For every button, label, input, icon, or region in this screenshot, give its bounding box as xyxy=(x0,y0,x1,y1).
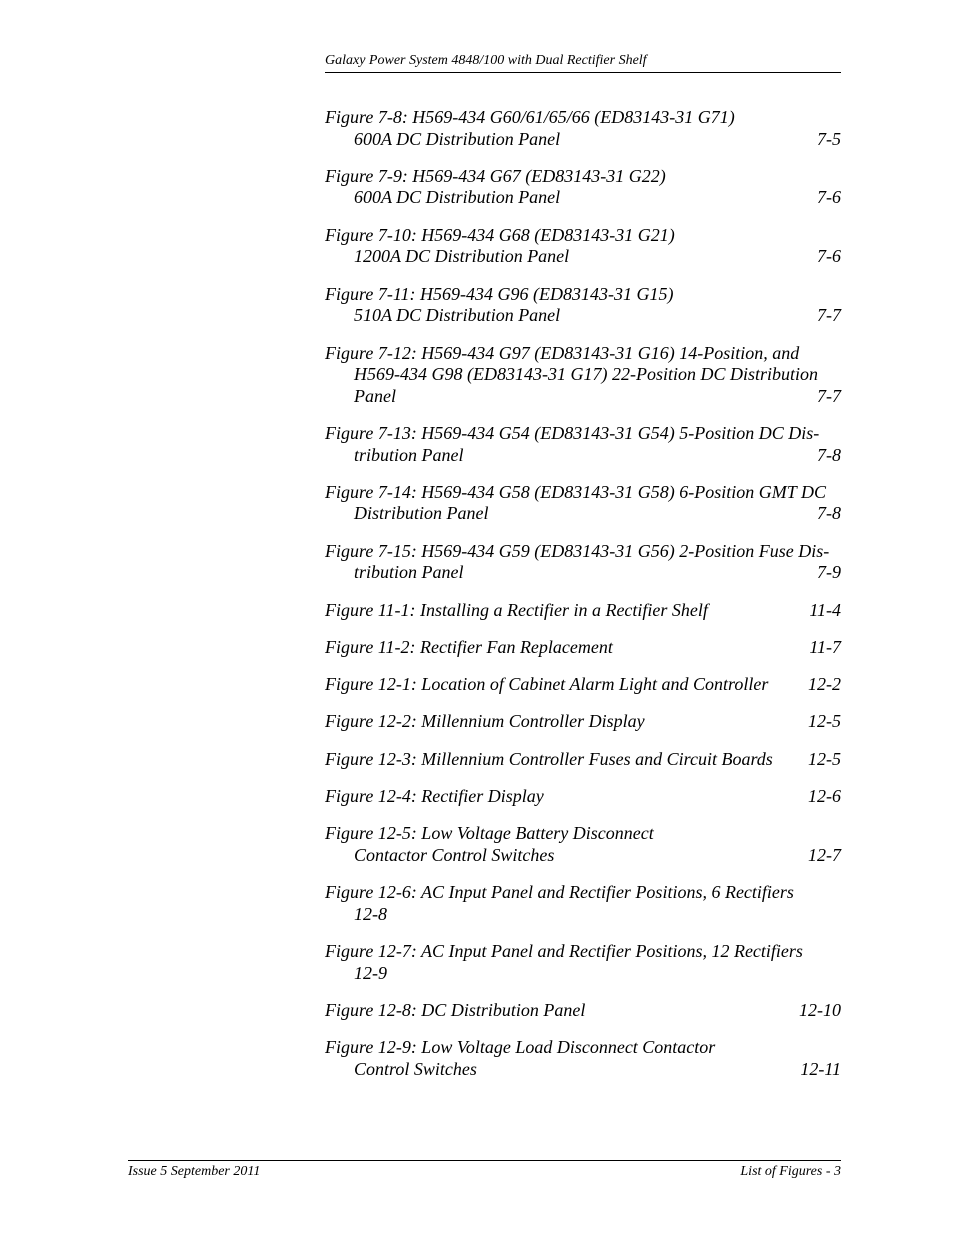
toc-entry[interactable] xyxy=(325,107,841,150)
toc-entry[interactable] xyxy=(325,749,841,771)
entry-page-number: 7-8 xyxy=(817,503,841,524)
toc-entry[interactable] xyxy=(325,541,841,584)
toc-entry[interactable] xyxy=(325,482,841,525)
entry-caption-line: 1200A DC Distribution Panel xyxy=(354,246,570,267)
toc-entry[interactable] xyxy=(325,1000,841,1022)
entry-page-number: 12-10 xyxy=(799,999,841,1020)
entry-page-number: 12-7 xyxy=(808,844,841,865)
toc-entry[interactable] xyxy=(325,882,841,925)
entry-page-number: 12-8 xyxy=(354,903,387,924)
entry-caption-line: Figure 12-9: Low Voltage Load Disconnect Contactor xyxy=(325,1037,716,1058)
entry-caption-line: H569-434 G98 (ED83143-31 G17) 22-Position DC Distribution xyxy=(354,364,818,385)
entry-caption-line: Figure 12-5: Low Voltage Battery Disconnect xyxy=(325,823,654,844)
entry-caption-line: Figure 12-6: AC Input Panel and Rectifier Positions, 6 Rectifiers xyxy=(325,882,794,903)
entry-caption-line: Control Switches xyxy=(354,1058,477,1079)
running-header: Galaxy Power System 4848/100 with Dual Rectifier Shelf xyxy=(325,53,647,68)
entry-caption-line: Figure 7-14: H569-434 G58 (ED83143-31 G58) 6-Position GMT DC xyxy=(325,481,826,502)
entry-page-number: 7-9 xyxy=(817,562,841,583)
toc-entry[interactable] xyxy=(325,343,841,408)
entry-caption-line: Figure 12-3: Millennium Controller Fuses and Circuit Boards xyxy=(325,748,773,769)
entry-caption-line: Figure 7-11: H569-434 G96 (ED83143-31 G15) xyxy=(325,283,674,304)
toc-entry[interactable] xyxy=(325,423,841,466)
entry-page-number: 7-5 xyxy=(817,128,841,149)
entry-page-number: 7-7 xyxy=(817,385,841,406)
entry-page-number: 11-7 xyxy=(809,636,841,657)
toc-entry[interactable] xyxy=(325,225,841,268)
entry-caption-line: Figure 7-10: H569-434 G68 (ED83143-31 G21) xyxy=(325,224,675,245)
entry-caption-line: Figure 12-8: DC Distribution Panel xyxy=(325,999,586,1020)
entry-caption-line: Figure 12-1: Location of Cabinet Alarm Light and Controller xyxy=(325,674,769,695)
entry-page-number: 12-2 xyxy=(808,674,841,695)
entry-page-number: 7-6 xyxy=(817,187,841,208)
entry-caption-line: Figure 12-2: Millennium Controller Display xyxy=(325,711,645,732)
toc-entry[interactable] xyxy=(325,674,841,696)
entry-page-number: 12-5 xyxy=(808,748,841,769)
entry-caption-line: 600A DC Distribution Panel xyxy=(354,187,561,208)
toc-entry[interactable] xyxy=(325,637,841,659)
toc-entry[interactable] xyxy=(325,1037,841,1080)
entry-caption-line: tribution Panel xyxy=(354,562,464,583)
figure-list xyxy=(325,107,841,1096)
entry-caption-line: Figure 12-4: Rectifier Display xyxy=(325,786,544,806)
entry-page-number: 12-9 xyxy=(354,962,387,983)
toc-entry[interactable] xyxy=(325,711,841,733)
toc-entry[interactable] xyxy=(325,786,841,808)
entry-caption-line: Figure 7-8: H569-434 G60/61/65/66 (ED83143-31 G71) xyxy=(325,107,735,127)
entry-caption-line: 510A DC Distribution Panel xyxy=(354,305,561,326)
entry-caption-line: Figure 7-15: H569-434 G59 (ED83143-31 G56) 2-Position Fuse Dis- xyxy=(325,540,830,561)
entry-caption-line: Figure 12-7: AC Input Panel and Rectifier Positions, 12 Rectifiers xyxy=(325,941,803,962)
entry-caption-line: Figure 7-13: H569-434 G54 (ED83143-31 G54) 5-Position DC Dis- xyxy=(325,422,820,443)
entry-page-number: 7-6 xyxy=(817,246,841,267)
entry-page-number: 12-5 xyxy=(808,711,841,732)
entry-page-number: 12-11 xyxy=(800,1058,841,1079)
toc-entry[interactable] xyxy=(325,284,841,327)
entry-page-number: 12-6 xyxy=(808,786,841,806)
footer-page-label: List of Figures - 3 xyxy=(740,1164,841,1179)
entry-caption-line: 600A DC Distribution Panel xyxy=(354,128,561,149)
entry-caption-line: Figure 11-2: Rectifier Fan Replacement xyxy=(325,636,613,657)
entry-page-number: 7-8 xyxy=(817,444,841,465)
entry-page-number: 7-7 xyxy=(817,305,841,326)
entry-caption-line: Figure 7-9: H569-434 G67 (ED83143-31 G22) xyxy=(325,165,666,186)
toc-entry[interactable] xyxy=(325,600,841,622)
footer-divider xyxy=(128,1160,841,1161)
toc-entry[interactable] xyxy=(325,941,841,984)
footer-issue-date: Issue 5 September 2011 xyxy=(128,1164,261,1179)
entry-caption-line: Contactor Control Switches xyxy=(354,844,555,865)
header-divider xyxy=(325,72,841,73)
entry-caption-line: tribution Panel xyxy=(354,444,464,465)
entry-page-number: 11-4 xyxy=(809,599,841,620)
entry-caption-line: Figure 11-1: Installing a Rectifier in a Rectifier Shelf xyxy=(325,599,708,620)
entry-caption-line: Panel xyxy=(354,385,396,406)
entry-caption-line: Figure 7-12: H569-434 G97 (ED83143-31 G16) 14-Position, and xyxy=(325,342,800,363)
entry-caption-line: Distribution Panel xyxy=(354,503,489,524)
toc-entry[interactable] xyxy=(325,166,841,209)
toc-entry[interactable] xyxy=(325,823,841,866)
